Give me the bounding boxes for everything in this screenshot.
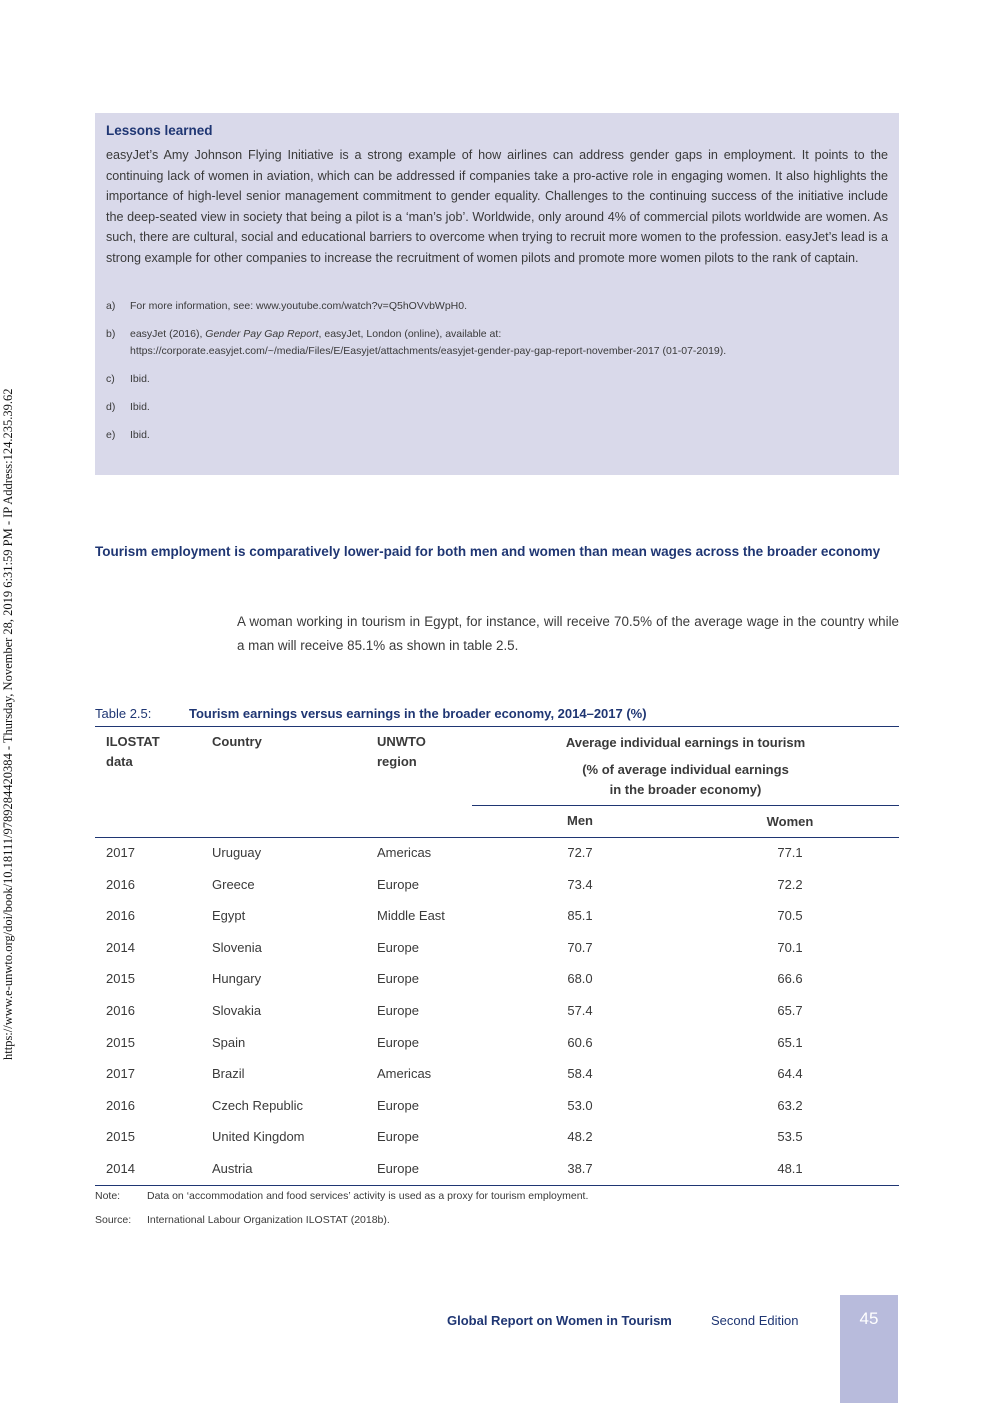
note-label: a) (106, 300, 116, 312)
cell-women: 66.6 (777, 971, 803, 987)
table-row (95, 877, 899, 907)
cell-men: 48.2 (567, 1129, 593, 1145)
header-region (377, 732, 426, 772)
note-label: c) (106, 373, 115, 385)
lessons-learned-box (95, 113, 899, 475)
header-group-sub-line2: in the broader economy) (609, 782, 762, 797)
cell-men: 38.7 (567, 1161, 593, 1176)
table-source (95, 1214, 390, 1226)
table-header-rule (95, 837, 899, 838)
box-body: easyJet’s Amy Johnson Flying Initiative is a strong example of how airlines can address gender gaps in employment. It points to the continuing lack of women in aviation, which can be addressed if companies take a pro-active role in engaging women. It also highlights the importance of high-level senior management commitment to gender equality. Challenges to the continuing success of the initiative include the deep-seated view in society that being a pilot is a ‘man’s job’. Worldwide, only around 4% of commercial pilots worldwide are women. As such, there are cultural, social and educational barriers to overcome when trying to recruit more women to the profession. easyJet’s lead is a strong example for other companies to increase the recruitment of women pilots and promote more women pilots to the rank of captain. (106, 148, 888, 265)
footer-edition: Second Edition (711, 1313, 799, 1328)
table-row (95, 908, 899, 938)
note-b-post: , easyJet, London (online), available at: (318, 328, 502, 340)
cell-year: 2017 (106, 1066, 135, 1082)
table-row (95, 1066, 899, 1096)
cell-region: Europe (377, 1129, 419, 1145)
table-bottom-rule (95, 1185, 899, 1186)
cell-region: Europe (377, 1034, 419, 1050)
cell-women: 65.1 (777, 1034, 803, 1050)
header-ilostat (106, 732, 160, 772)
table-row (95, 1035, 899, 1065)
header-group-sub-line1: (% of average individual earnings (582, 762, 789, 777)
footer-report-title: Global Report on Women in Tourism (447, 1313, 672, 1328)
section-heading: Tourism employment is comparatively lower-paid for both men and women than mean wages across the broader economy (95, 544, 881, 559)
table-row (95, 971, 899, 1001)
note-text: Ibid. (130, 429, 150, 441)
cell-country: Uruguay (212, 845, 262, 860)
table-top-rule (95, 726, 899, 727)
cell-men: 73.4 (567, 876, 593, 892)
cell-men: 85.1 (567, 908, 593, 924)
box-notes (106, 298, 888, 444)
cell-women: 70.1 (777, 939, 803, 955)
cell-year: 2016 (106, 1003, 135, 1018)
table-row (95, 1098, 899, 1128)
cell-country: Hungary (212, 971, 262, 987)
cell-women: 65.7 (777, 1003, 803, 1018)
cell-country: Brazil (212, 1066, 245, 1082)
table-source-text: International Labour Organization ILOSTAT (2018b). (147, 1214, 390, 1226)
box-title: Lessons learned (106, 123, 213, 138)
cell-region: Americas (377, 845, 432, 860)
cell-country: United Kingdom (212, 1129, 305, 1145)
table-source-label: Source: (95, 1214, 132, 1226)
cell-year: 2015 (106, 1034, 135, 1050)
cell-region: Middle East (377, 908, 445, 924)
table-row (95, 1129, 899, 1159)
cell-region: Europe (377, 1003, 419, 1018)
cell-region: Europe (377, 1097, 419, 1113)
header-ilostat-line1: ILOSTAT (106, 734, 160, 749)
cell-men: 68.0 (567, 971, 593, 987)
page-number: 45 (859, 1309, 879, 1328)
cell-women: 64.4 (777, 1066, 803, 1082)
note-text (130, 326, 888, 360)
cell-region: Europe (377, 1161, 419, 1176)
note-a (106, 298, 888, 315)
note-text: Ibid. (130, 373, 150, 385)
cell-country: Egypt (212, 908, 246, 924)
header-region-line2: region (377, 754, 417, 769)
note-text: For more information, see: www.youtube.com/watch?v=Q5hOVvbWpH0. (130, 300, 468, 312)
cell-men: 60.6 (567, 1034, 593, 1050)
cell-year: 2014 (106, 939, 135, 955)
page-number-tab (840, 1295, 898, 1403)
table-title: Tourism earnings versus earnings in the broader economy, 2014–2017 (%) (189, 706, 647, 721)
cell-region: Americas (377, 1066, 432, 1082)
table-row (95, 1161, 899, 1191)
header-ilostat-line2: data (106, 754, 133, 769)
cell-women: 48.1 (777, 1161, 803, 1176)
table-row (95, 1003, 899, 1033)
table-note-label: Note: (95, 1190, 121, 1202)
cell-country: Spain (212, 1034, 246, 1050)
cell-women: 72.2 (777, 876, 803, 892)
cell-year: 2016 (106, 908, 135, 924)
table-row (95, 940, 899, 970)
header-country: Country (212, 734, 262, 749)
cell-country: Slovenia (212, 939, 262, 955)
cell-women: 63.2 (777, 1097, 803, 1113)
cell-year: 2015 (106, 1129, 135, 1145)
table-caption (95, 706, 899, 721)
note-c (106, 371, 888, 388)
table-note (95, 1190, 588, 1202)
cell-men: 72.7 (567, 845, 593, 860)
note-b (106, 326, 888, 360)
cell-women: 53.5 (777, 1129, 803, 1145)
table-note-text: Data on ‘accommodation and food services’ activity is used as a proxy for tourism employment. (147, 1190, 589, 1202)
note-e (106, 427, 888, 444)
cell-year: 2016 (106, 876, 135, 892)
cell-year: 2016 (106, 1097, 135, 1113)
table-row (95, 845, 899, 875)
header-group-sub (472, 760, 899, 800)
note-b-url[interactable]: https://corporate.easyjet.com/~/media/Files/E/Easyjet/attachments/easyjet-gender-pay-gap-report-november-2017 (01-07-2019). (130, 345, 727, 357)
cell-country: Greece (212, 876, 255, 892)
note-label: e) (106, 429, 116, 441)
cell-year: 2014 (106, 1161, 135, 1176)
cell-men: 58.4 (567, 1066, 593, 1082)
cell-year: 2017 (106, 845, 135, 860)
cell-region: Europe (377, 939, 419, 955)
cell-country: Czech Republic (212, 1097, 304, 1113)
cell-region: Europe (377, 971, 419, 987)
side-access-stamp: https://www.e-unwto.org/doi/book/10.18111/9789284420384 - Thursday, November 28, 2019 6:31:59 PM - IP Address:124.235.39.62 (1, 388, 15, 1060)
header-group-rule (472, 805, 899, 806)
cell-women: 70.5 (777, 908, 803, 924)
cell-country: Slovakia (212, 1003, 262, 1018)
note-b-report-title: Gender Pay Gap Report (205, 328, 319, 340)
note-label: b) (106, 328, 116, 340)
cell-men: 57.4 (567, 1003, 593, 1018)
note-label: d) (106, 401, 116, 413)
cell-country: Austria (212, 1161, 253, 1176)
note-b-pre: easyJet (2016), (130, 328, 206, 340)
note-text: Ibid. (130, 401, 150, 413)
table-number: Table 2.5: (95, 706, 152, 721)
cell-year: 2015 (106, 971, 135, 987)
header-region-line1: UNWTO (377, 734, 426, 749)
header-group: Average individual earnings in tourism (565, 735, 806, 750)
cell-women: 77.1 (777, 845, 803, 860)
header-women: Women (766, 814, 814, 829)
note-d (106, 399, 888, 416)
cell-region: Europe (377, 876, 419, 892)
header-men: Men (567, 813, 593, 828)
body-paragraph: A woman working in tourism in Egypt, for instance, will receive 70.5% of the average wage in the country while a man will receive 85.1% as shown in table 2.5. (237, 614, 899, 653)
cell-men: 70.7 (567, 939, 593, 955)
cell-men: 53.0 (567, 1097, 593, 1113)
